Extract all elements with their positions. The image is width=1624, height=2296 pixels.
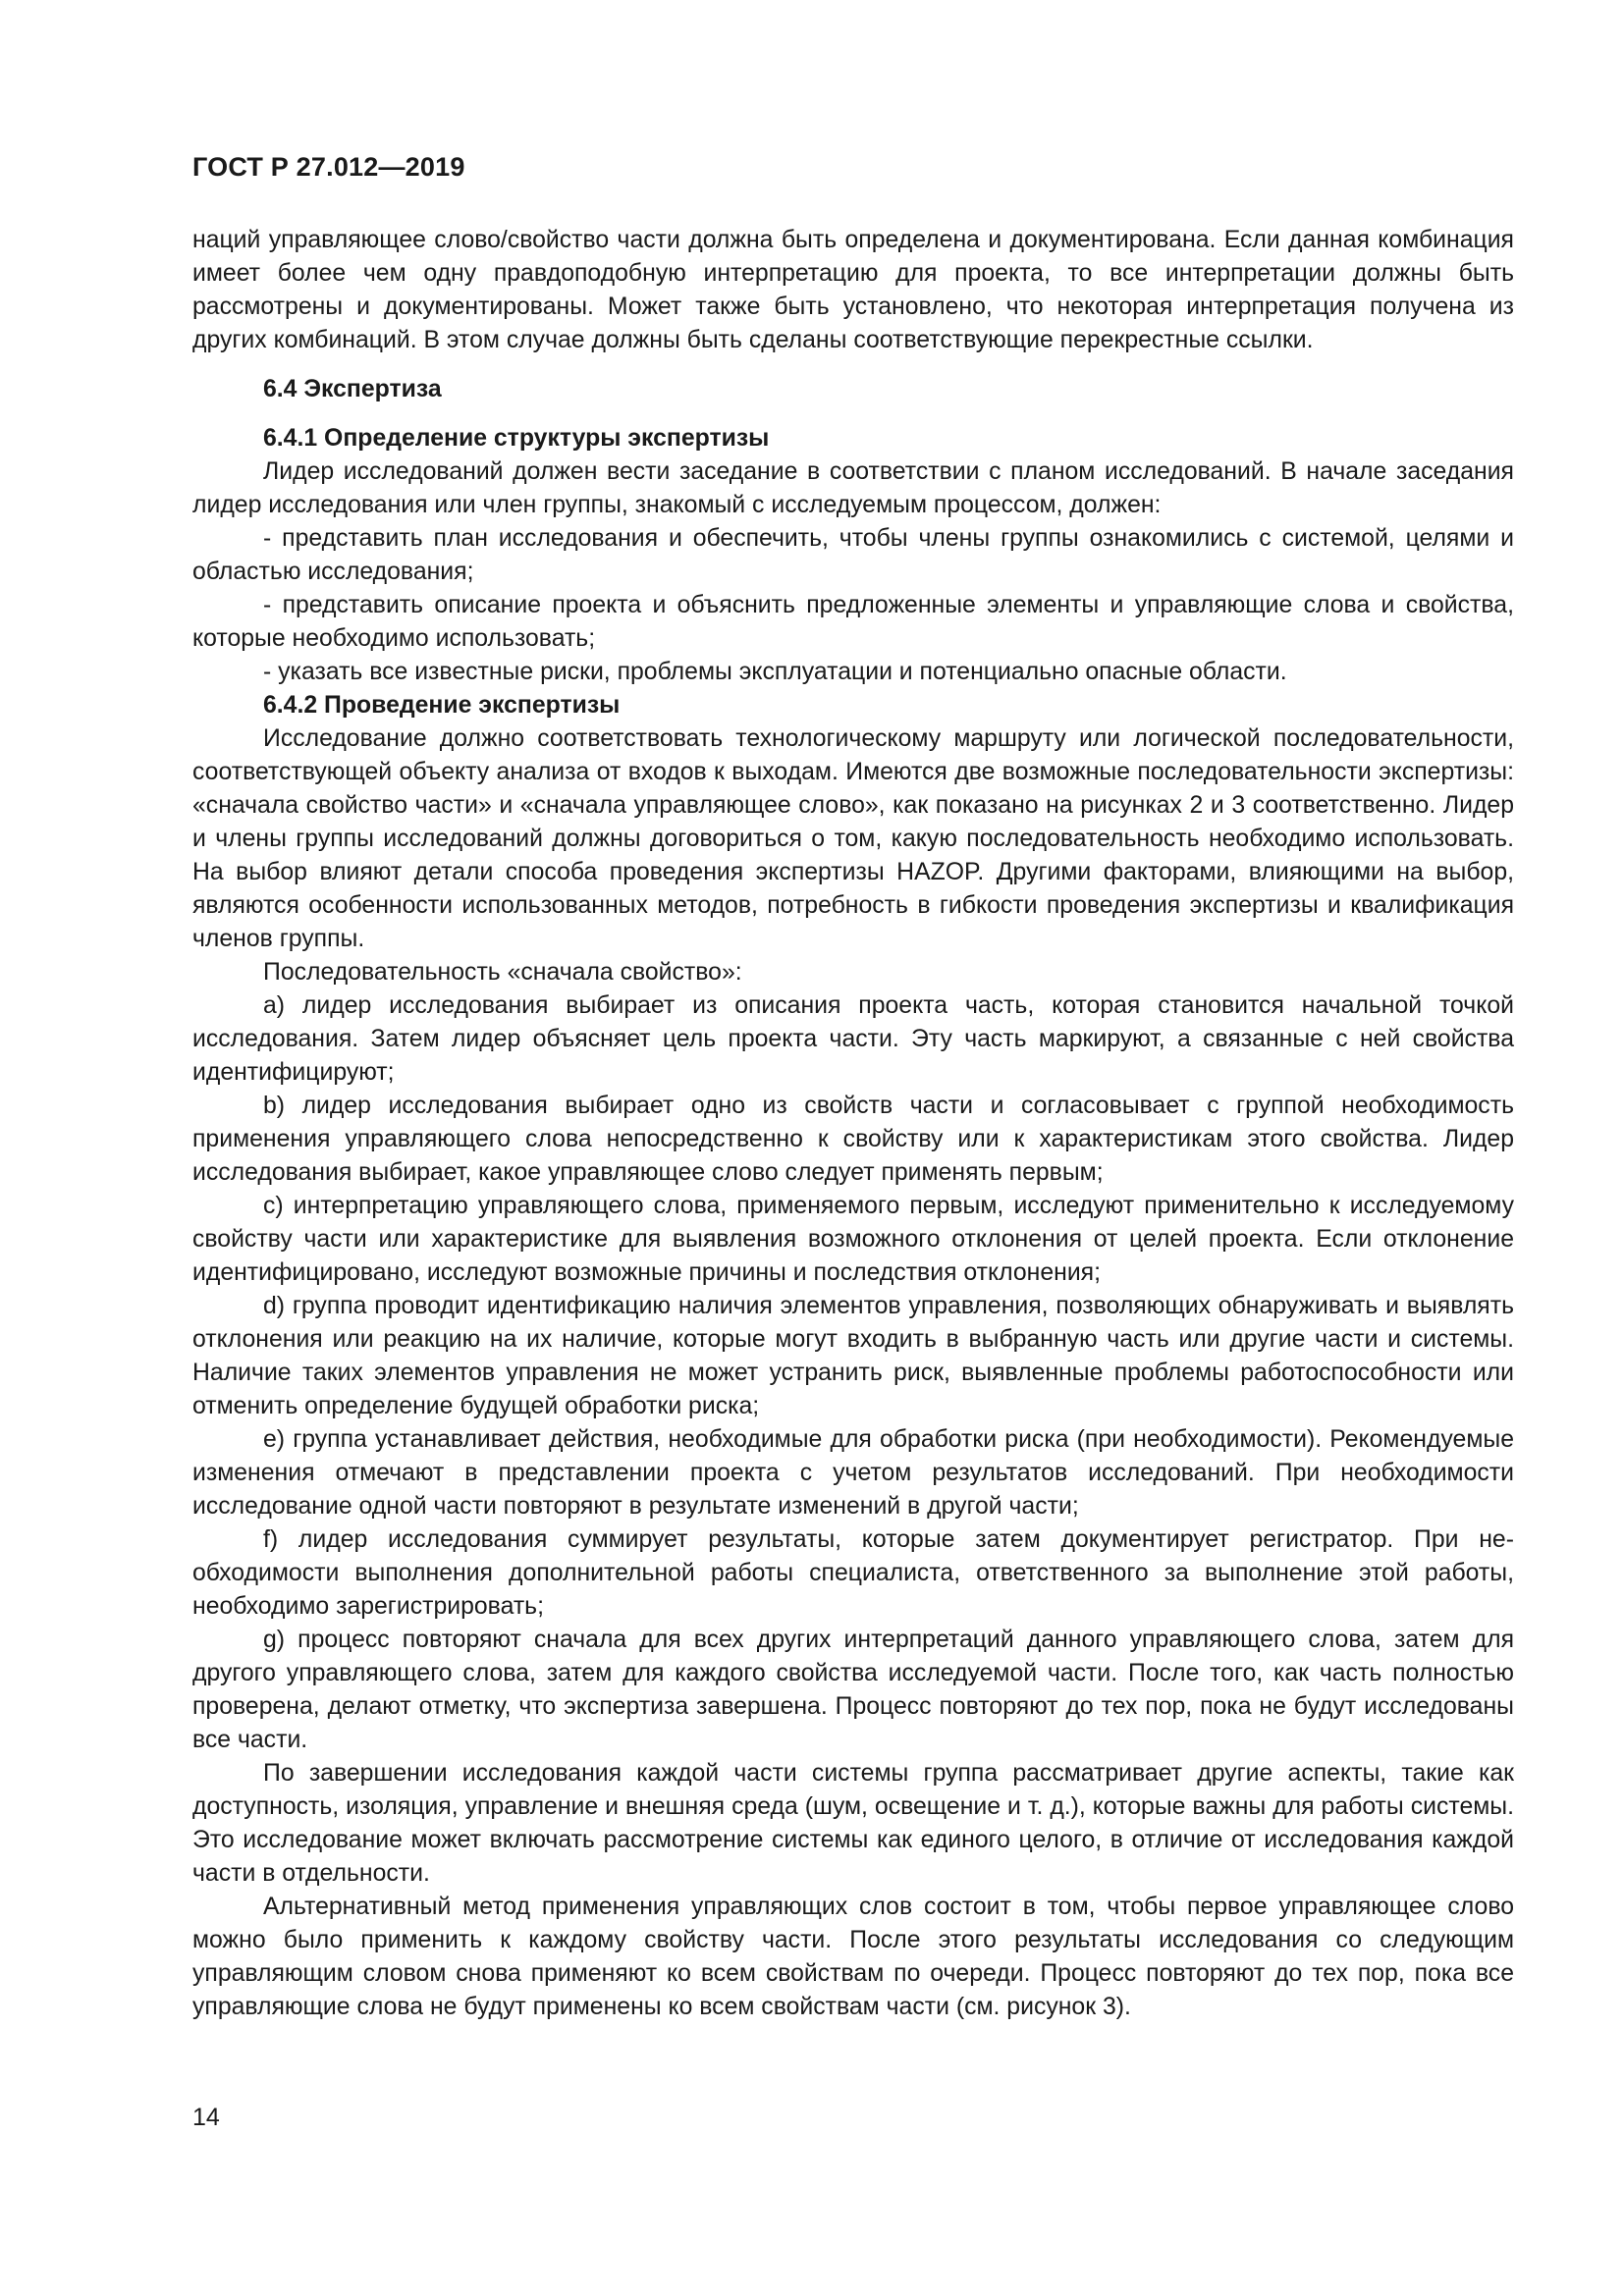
document-body xyxy=(192,224,1514,2024)
list-item: - представить план исследования и обеспечить, чтобы члены группы ознакомились с системой, целями и областью исследования; xyxy=(192,525,1514,585)
list-item: - указать все известные риски, проблемы эксплуатации и потенциально опасные области. xyxy=(263,659,1287,685)
document-header: ГОСТ Р 27.012—2019 xyxy=(192,152,465,182)
section-heading-6-4-2: 6.4.2 Проведение экспертизы xyxy=(263,692,621,719)
section-heading-6-4: 6.4 Экспертиза xyxy=(263,376,442,402)
page-number: 14 xyxy=(192,2104,220,2131)
section-6-4-1-intro: Лидер исследований должен вести заседание в соответствии с планом исследований. В начале заседания лидер исследования или член группы, знакомый с исследуемым процессом, должен: xyxy=(192,458,1514,518)
step-item: f) лидер исследования суммирует результаты, которые затем документирует регистратор. При необходимости выполнения дополнительной работы специалиста, ответственного за выполнение этой работы, необходимо зарегистрировать; xyxy=(192,1526,1514,1620)
continuation-paragraph: наций управляющее слово/свойство части должна быть определена и документирована. Если данная комбинация имеет более чем одну правдоподобную интерпретацию для проекта, то все интерпретации должны быть рассмотрены и документированы. Может также быть установлено, что некоторая интерпретация получена из других комбинаций. В этом случае должны быть сделаны соответствующие перекрестные ссылки. xyxy=(192,227,1514,353)
step-item: d) группа проводит идентификацию наличия элементов управления, позволяющих обнаруживать и выявлять отклонения или реакцию на их наличие, которые могут входить в выбранную часть или другие части и системы. Наличие таких элементов управления не может устранить риск, выявленные проблемы работоспособности или отменить определение будущей обработки риска; xyxy=(192,1293,1514,1419)
step-item: a) лидер исследования выбирает из описания проекта часть, которая становится начальной точкой исследования. Затем лидер объясняет цель проекта части. Эту часть маркируют, а связанные с ней свойства идентифицируют; xyxy=(192,992,1514,1086)
section-6-4-2-intro: Исследование должно соответствовать технологическому маршруту или логической последовательности, соответствующей объекту анализа от входов к выходам. Имеются две возможные последовательности экспертизы: «сначала свойство части» и «сначала управляющее слово», как показано на рисунках 2 и 3 соответственно. Лидер и члены группы исследований должны договориться о том, какую последовательность необходимо использовать. На выбор влияют детали способа проведения экспертизы HAZOP. Другими факторами, влияющими на выбор, являются особенности использованных методов, потребность в гибкости проведения экспертизы и квалификация членов группы. xyxy=(192,725,1514,952)
step-item: b) лидер исследования выбирает одно из свойств части и согласовывает с группой необходимость применения управляющего слова непосредственно к свойству или к характеристикам этого свойства. Лидер исследования выбирает, какое управляющее слово следует применять первым; xyxy=(192,1093,1514,1186)
section-heading-6-4-1: 6.4.1 Определение структуры экспертизы xyxy=(263,425,770,452)
sequence-label: Последовательность «сначала свойство»: xyxy=(263,959,742,986)
step-item: e) группа устанавливает действия, необходимые для обработки риска (при необходимости). Рекомендуемые изменения отмечают в представлении проекта с учетом результатов исследований. При необходимости исследование одной части повторяют в результате изменений в другой части; xyxy=(192,1426,1514,1520)
closing-paragraph: Альтернативный метод применения управляющих слов состоит в том, чтобы первое управляющее слово можно было применить к каждому свойству части. После этого результаты исследования со следующим управляющим словом снова применяют ко всем свойствам по очереди. Процесс повторяют до тех пор, пока все управляющие слова не будут применены ко всем свойствам части (см. рисунок 3). xyxy=(192,1894,1514,2020)
step-item: c) интерпретацию управляющего слова, применяемого первым, исследуют применительно к исследуемому свойству части или характеристике для выявления возможного отклонения от целей проекта. Если отклонение идентифицировано, исследуют возможные причины и последствия отклонения; xyxy=(192,1193,1514,1286)
closing-paragraph: По завершении исследования каждой части системы группа рассматривает другие аспекты, такие как доступность, изоляция, управление и внешняя среда (шум, освещение и т. д.), которые важны для работы системы. Это исследование может включать рассмотрение системы как единого целого, в отличие от исследования каждой части в отдельности. xyxy=(192,1760,1514,1887)
step-item: g) процесс повторяют сначала для всех других интерпретаций данного управляющего слова, затем для другого управляющего слова, затем для каждого свойства исследуемой части. После того, как часть полностью проверена, делают отметку, что экспертиза завершена. Процесс повторяют до тех пор, пока не будут исследованы все части. xyxy=(192,1627,1514,1753)
list-item: - представить описание проекта и объяснить предложенные элементы и управляющие слова и свойства, которые необходимо использовать; xyxy=(192,592,1514,652)
